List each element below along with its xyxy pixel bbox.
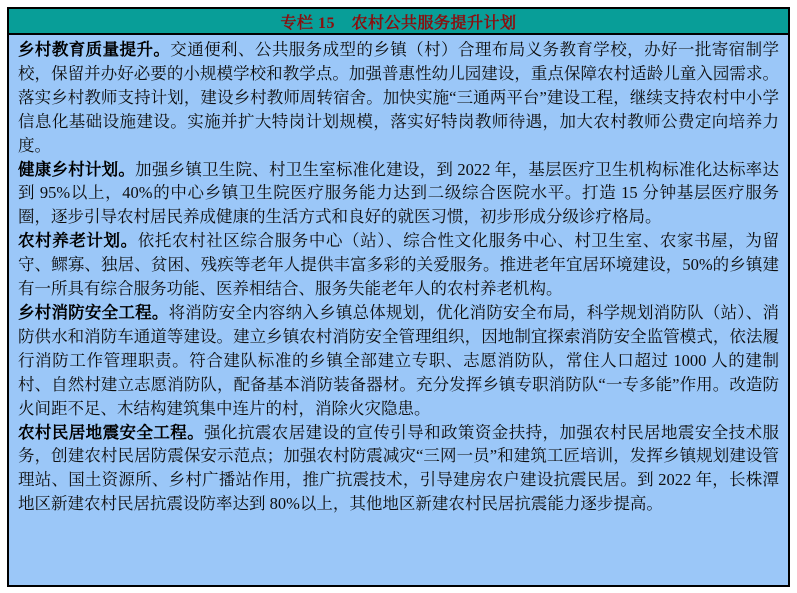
paragraph-fire-safety	[18, 301, 779, 421]
paragraph-text: 将消防安全内容纳入乡镇总体规划，优化消防安全布局，科学规划消防队（站）、消防供水和消防车通道等建设。建立乡镇农村消防安全管理组织，因地制宜探索消防安全监管模式，依法履行消防工作管理职责。符合建队标准的乡镇全部建立专职、志愿消防队，常住人口超过 1000 人的建制村、自然村建立志愿消防队，配备基本消防装备器材。充分发挥乡镇专职消防队“一专多能”作用。改造防火间距不足、木结构建筑集中连片的村，消除火灾隐患。	[18, 302, 780, 418]
box-body	[9, 35, 788, 585]
paragraph-lead: 农村民居地震安全工程。	[18, 422, 205, 442]
paragraph-earthquake-safety	[18, 421, 779, 517]
paragraph-text: 依托农村社区综合服务中心（站）、综合性文化服务中心、村卫生室、农家书屋，为留守、鳏寡、独居、贫困、残疾等老年人提供丰富多彩的关爱服务。推进老年宜居环境建设，50%的乡镇建有一所具有综合服务功能、医养相结合、服务失能老年人的农村养老机构。	[18, 231, 780, 299]
paragraph-lead: 健康乡村计划。	[18, 159, 136, 179]
paragraph-lead: 乡村消防安全工程。	[18, 302, 169, 322]
paragraph-lead: 农村养老计划。	[18, 231, 138, 251]
box-header	[9, 9, 788, 35]
paragraph-education	[18, 38, 779, 158]
info-box	[7, 7, 790, 587]
paragraph-text: 强化抗震农居建设的宣传引导和政策资金扶持，加强农村民居地震安全技术服务，创建农村民居防震保安示范点；加强农村防震减灾“三网一员”和建筑工匠培训，发挥乡镇规划建设管理站、国土资源所、乡村广播站作用，推广抗震技术，引导建房农户建设抗震民居。到 2022 年，长株潭地区新建农村民居抗震设防率达到 80%以上，其他地区新建农村民居抗震能力逐步提高。	[18, 422, 780, 514]
paragraph-text: 加强乡镇卫生院、村卫生室标准化建设，到 2022 年，基层医疗卫生机构标准化达标率达到 95%以上，40%的中心乡镇卫生院医疗服务能力达到二级综合医院水平。打造 15 分钟基层医疗服务圈，逐步引导农村居民养成健康的生活方式和良好的就医习惯，初步形成分级诊疗格局。	[18, 159, 780, 227]
paragraph-lead: 乡村教育质量提升。	[18, 40, 171, 59]
box-title: 专栏 15 农村公共服务提升计划	[280, 14, 517, 32]
paragraph-health	[18, 158, 779, 230]
paragraph-elderly-care	[18, 229, 779, 301]
paragraph-text: 交通便利、公共服务成型的乡镇（村）合理布局义务教育学校，办好一批寄宿制学校，保留并办好必要的小规模学校和教学点。加强普惠性幼儿园建设，重点保障农村适龄儿童入园需求。落实乡村教师支持计划，建设乡村教师周转宿舍。加快实施“三通两平台”建设工程，继续支持农村中小学信息化基础设施建设。实施并扩大特岗计划规模，落实好特岗教师待遇，加大农村教师公费定向培养力度。	[18, 40, 780, 155]
